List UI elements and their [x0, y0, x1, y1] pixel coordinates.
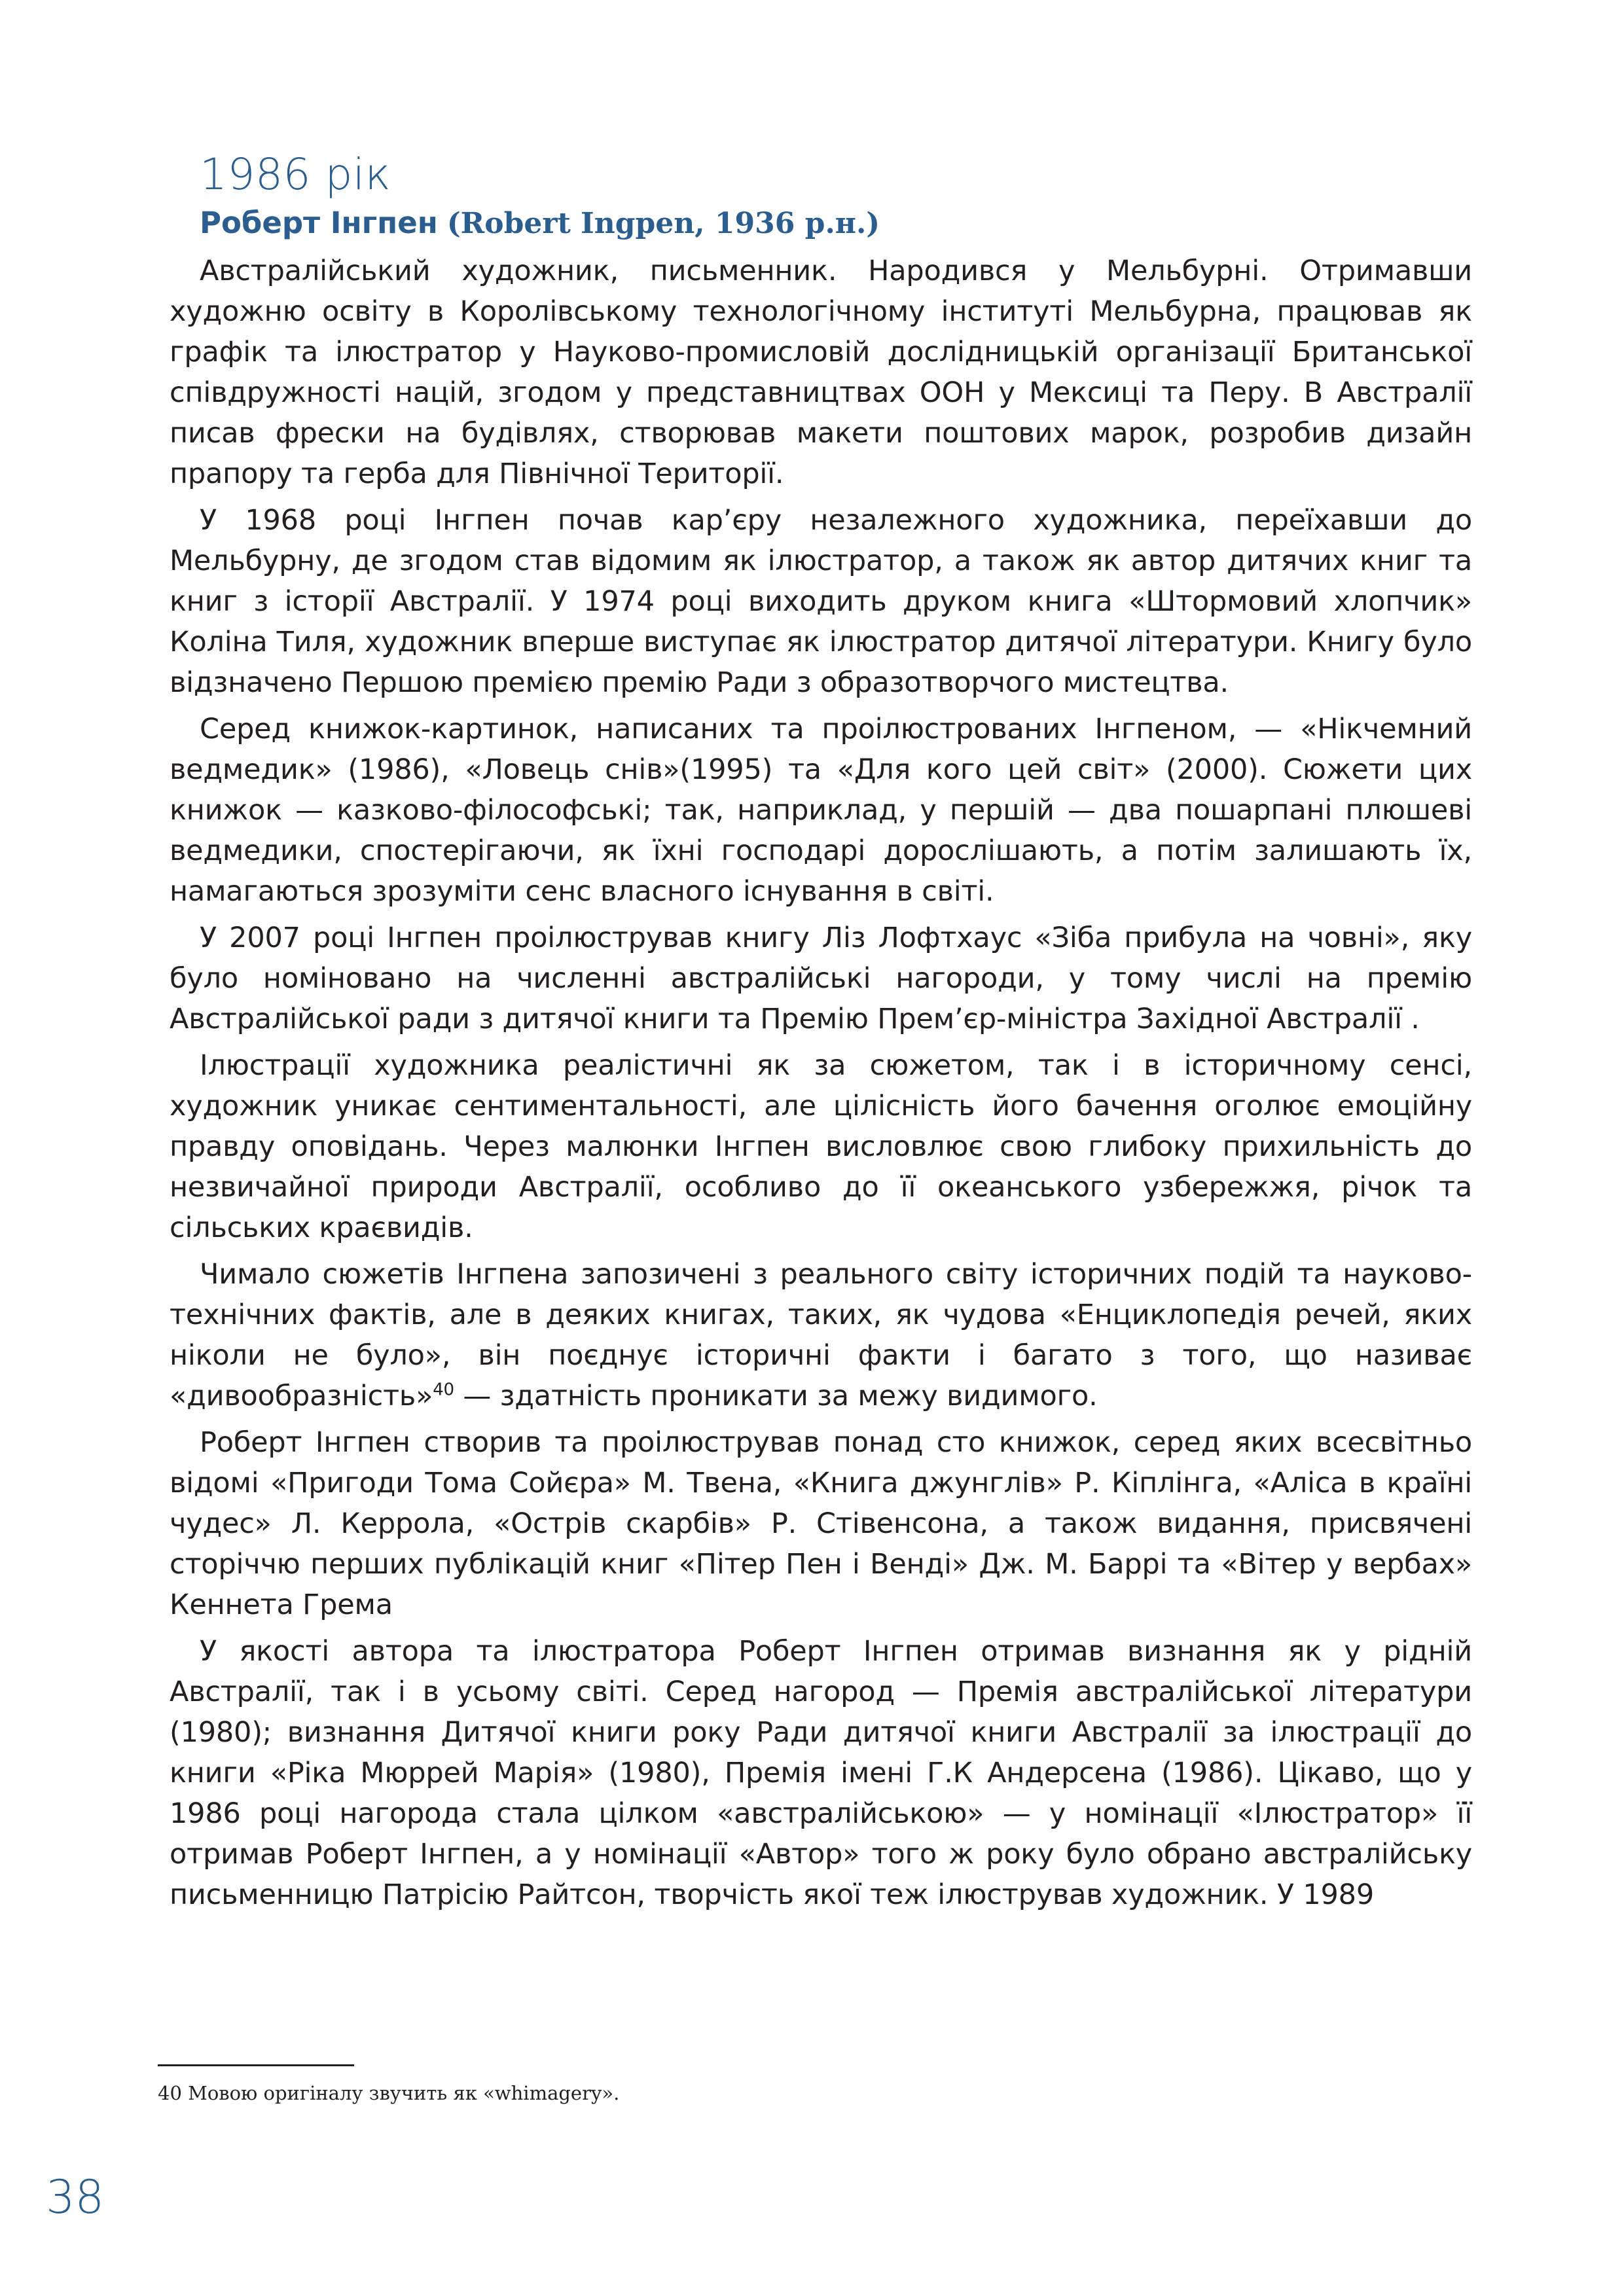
body-text: [170, 251, 1472, 1915]
paragraph: Ілюстрації художника реалістичні як за сюжетом, так і в історичному сенсі, художник уникає сентиментальності, але цілісність його бачення оголює емоційну правду оповідань. Через малюнки Інгпен висловлює свою глибоку прихильність до незвичайної природи Австралії, особливо до її океанського узбережжя, річок та сільських краєвидів.: [170, 1049, 1472, 1244]
author-latin-name: (Robert Ingpen, 1936 р.н.): [446, 207, 880, 240]
footnote-reference[interactable]: 40: [433, 1380, 454, 1400]
year-heading: 1986 рік: [200, 149, 391, 200]
paragraph: Австралійський художник, письменник. Народився у Мельбурні. Отримавши художню освіту в Королівському технологічному інституті Мельбурна, працював як графік та ілюстратор у Науково-промисловій дослідницькій організації Британської співдружності націй, згодом у представництвах ООН у Мексиці та Перу. В Австралії писав фрески на будівлях, створював макети поштових марок, розробив дизайн прапору та герба для Північної Території.: [170, 255, 1472, 490]
author-name: Роберт Інгпен: [200, 206, 438, 240]
paragraph: У якості автора та ілюстратора Роберт Інгпен отримав визнання як у рідній Австралії, так і в усьому світі. Серед нагород — Премія австралійської літератури (1980); визнання Дитячої книги року Ради дитячої книги Австралії за ілюстрації до книги «Ріка Мюррей Марія» (1980), Премія імені Г.К Андерсена (1986). Цікаво, що у 1986 році нагорода стала цілком «австралійською» — у номінації «Ілюстратор» її отримав Роберт Інгпен, а у номінації «Автор» того ж року було обрано австралійську письменницю Патрісію Райтсон, творчість якої теж ілюстрував художник. У 1989: [170, 1635, 1472, 1911]
paragraph: Роберт Інгпен створив та проілюстрував понад сто книжок, серед яких всесвітньо відомі «Пригоди Тома Сойєра» М. Твена, «Книга джунглів» Р. Кіплінга, «Аліса в країні чудес» Л. Керрола, «Острів скарбів» Р. Стівенсона, а також видання, присвячені сторіччю перших публікацій книг «Пітер Пен і Венді» Дж. М. Баррі та «Вітер у вербах» Кеннета Грема: [170, 1426, 1472, 1621]
author-heading: [200, 202, 1472, 245]
page-number: 38: [46, 2170, 105, 2224]
footnote: 40 Мовою оригіналу звучить як «whimagery».: [158, 2082, 620, 2104]
paragraph-text: — здатність проникати за межу видимого.: [454, 1380, 1098, 1412]
footnote-divider: [158, 2064, 354, 2066]
paragraph: Серед книжок-картинок, написаних та проілюстрованих Інгпеном, — «Нікчемний ведмедик» (1986), «Ловець снів»(1995) та «Для кого цей світ» (2000). Сюжети цих книжок — казково-філософські; так, наприклад, у першій — два пошарпані плюшеві ведмедики, спостерігаючи, як їхні господарі дорослішають, а потім залишають їх, намагаються зрозуміти сенс власного існування в світі.: [170, 713, 1472, 908]
paragraph-text: Чимало сюжетів Інгпена запозичені з реального світу історичних подій та науково-технічних фактів, але в деяких книгах, таких, як чудова «Енциклопедія речей, яких ніколи не було», він поєднує історичні факти і багато з того, що називає «дивообразність»: [170, 1258, 1472, 1412]
paragraph: [170, 1254, 1472, 1416]
paragraph: У 1968 році Інгпен почав кар’єру незалежного художника, переїхавши до Мельбурну, де згодом став відомим як ілюстратор, а також як автор дитячих книг та книг з історії Австралії. У 1974 році виходить друком книга «Штормовий хлопчик» Коліна Тиля, художник вперше виступає як ілюстратор дитячої літератури. Книгу було відзначено Першою премією премію Ради з образотворчого мистецтва.: [170, 504, 1472, 699]
page-content: [170, 145, 1472, 1921]
paragraph: У 2007 році Інгпен проілюстрував книгу Ліз Лофтхаус «Зіба прибула на човні», яку було номіновано на численні австралійські нагороди, у тому числі на премію Австралійської ради з дитячої книги та Премію Прем’єр-міністра Західної Австралії .: [170, 922, 1472, 1035]
